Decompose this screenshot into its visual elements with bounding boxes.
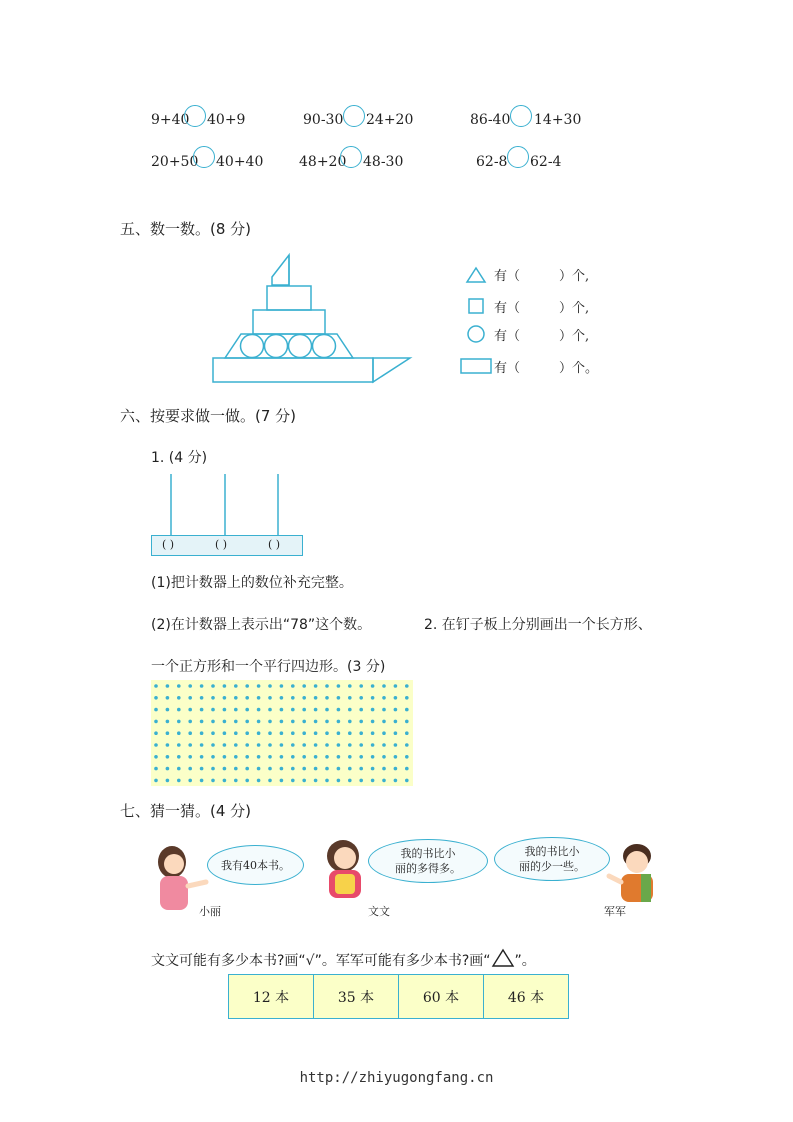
footer-url: http://zhiyugongfang.cn xyxy=(299,1070,494,1086)
peg-dot[interactable] xyxy=(302,708,306,712)
peg-dot[interactable] xyxy=(211,696,215,700)
peg-dot[interactable] xyxy=(177,743,181,747)
guess-question-end: ”。 xyxy=(514,953,536,969)
triangle-icon xyxy=(465,266,487,284)
bubble-text: 我的书比小 xyxy=(524,845,580,858)
peg-dot[interactable] xyxy=(234,720,238,724)
peg-dot[interactable] xyxy=(359,684,363,688)
peg-dot[interactable] xyxy=(257,767,261,771)
peg-dot[interactable] xyxy=(280,731,284,735)
peg-dot[interactable] xyxy=(325,779,329,783)
peg-dot[interactable] xyxy=(325,708,329,712)
speech-bubble xyxy=(368,839,488,883)
peg-dot[interactable] xyxy=(382,684,386,688)
peg-dot[interactable] xyxy=(359,731,363,735)
name-label: 军军 xyxy=(604,905,626,918)
peg-dot[interactable] xyxy=(302,696,306,700)
peg-dot[interactable] xyxy=(257,708,261,712)
peg-dot[interactable] xyxy=(382,731,386,735)
peg-dot[interactable] xyxy=(223,743,227,747)
speech-bubble xyxy=(207,845,304,885)
peg-dot[interactable] xyxy=(177,755,181,759)
peg-dot[interactable] xyxy=(325,720,329,724)
abacus-label[interactable]: ( ) xyxy=(162,538,175,551)
expr-right: 40+40 xyxy=(216,154,264,170)
peg-dot[interactable] xyxy=(268,779,272,783)
peg-dot[interactable] xyxy=(177,767,181,771)
peg-dot[interactable] xyxy=(280,755,284,759)
expr-left: 48+20 xyxy=(299,154,347,170)
expr-right: 48-30 xyxy=(363,154,404,170)
peg-dot[interactable] xyxy=(394,720,398,724)
peg-dot[interactable] xyxy=(223,708,227,712)
peg-dot[interactable] xyxy=(325,767,329,771)
bubble-text: 丽的少一些。 xyxy=(519,860,585,873)
peg-dot[interactable] xyxy=(394,779,398,783)
abacus-base xyxy=(151,535,303,556)
peg-dot[interactable] xyxy=(257,779,261,783)
section-title: 七、猜一猜。(4 分) xyxy=(120,802,252,820)
instruction-2: (2)在计数器上表示出“78”这个数。 xyxy=(151,617,372,633)
peg-dot[interactable] xyxy=(257,743,261,747)
peg-dot[interactable] xyxy=(405,755,409,759)
peg-dot[interactable] xyxy=(245,720,249,724)
expr-right: 24+20 xyxy=(366,112,414,128)
question-title: 1. (4 分) xyxy=(151,450,208,466)
peg-dot[interactable] xyxy=(223,720,227,724)
peg-dot[interactable] xyxy=(257,755,261,759)
peg-dot[interactable] xyxy=(245,767,249,771)
name-label: 小丽 xyxy=(199,905,221,918)
peg-dot[interactable] xyxy=(177,708,181,712)
option-cell[interactable]: 12 本 xyxy=(229,975,314,1019)
peg-dot[interactable] xyxy=(337,708,341,712)
peg-dot[interactable] xyxy=(234,684,238,688)
peg-dot[interactable] xyxy=(394,696,398,700)
answer-circle[interactable] xyxy=(193,146,215,168)
peg-dot[interactable] xyxy=(314,755,318,759)
peg-dot[interactable] xyxy=(200,743,204,747)
peg-dot[interactable] xyxy=(234,779,238,783)
answer-circle[interactable] xyxy=(340,146,362,168)
peg-dot[interactable] xyxy=(257,731,261,735)
peg-dot[interactable] xyxy=(394,767,398,771)
peg-dot[interactable] xyxy=(154,720,158,724)
peg-dot[interactable] xyxy=(405,743,409,747)
peg-dot[interactable] xyxy=(154,696,158,700)
peg-dot[interactable] xyxy=(188,684,192,688)
peg-dot[interactable] xyxy=(371,755,375,759)
peg-dot[interactable] xyxy=(223,767,227,771)
peg-dot[interactable] xyxy=(245,696,249,700)
peg-dot[interactable] xyxy=(371,731,375,735)
peg-dot[interactable] xyxy=(291,731,295,735)
peg-dot[interactable] xyxy=(177,720,181,724)
peg-dot[interactable] xyxy=(280,708,284,712)
peg-dot[interactable] xyxy=(291,720,295,724)
peg-dot[interactable] xyxy=(245,684,249,688)
option-cell[interactable]: 46 本 xyxy=(484,975,569,1019)
peg-dot[interactable] xyxy=(154,755,158,759)
peg-dot[interactable] xyxy=(166,696,170,700)
peg-dot[interactable] xyxy=(188,708,192,712)
peg-dot[interactable] xyxy=(268,684,272,688)
peg-dot[interactable] xyxy=(188,731,192,735)
peg-dot[interactable] xyxy=(394,731,398,735)
peg-dot[interactable] xyxy=(166,767,170,771)
triangle-icon xyxy=(491,948,515,968)
peg-dot[interactable] xyxy=(325,755,329,759)
peg-dot[interactable] xyxy=(200,755,204,759)
peg-dot[interactable] xyxy=(382,743,386,747)
peg-dot[interactable] xyxy=(359,708,363,712)
expr-left: 20+50 xyxy=(151,154,199,170)
peg-dot[interactable] xyxy=(234,708,238,712)
peg-dot[interactable] xyxy=(348,731,352,735)
peg-dot[interactable] xyxy=(382,767,386,771)
peg-dot[interactable] xyxy=(211,755,215,759)
peg-dot[interactable] xyxy=(394,755,398,759)
peg-dot[interactable] xyxy=(245,743,249,747)
peg-dot[interactable] xyxy=(166,684,170,688)
peg-dot[interactable] xyxy=(325,743,329,747)
peg-dot[interactable] xyxy=(200,767,204,771)
peg-dot[interactable] xyxy=(188,755,192,759)
peg-dot[interactable] xyxy=(337,767,341,771)
answer-circle[interactable] xyxy=(343,105,365,127)
peg-dot[interactable] xyxy=(348,779,352,783)
peg-board[interactable] xyxy=(151,680,413,786)
peg-dot[interactable] xyxy=(314,708,318,712)
peg-dot[interactable] xyxy=(291,755,295,759)
boat-figure xyxy=(205,250,420,386)
peg-dot[interactable] xyxy=(291,684,295,688)
peg-dot[interactable] xyxy=(154,779,158,783)
peg-dot[interactable] xyxy=(177,696,181,700)
peg-dot[interactable] xyxy=(211,743,215,747)
peg-dot[interactable] xyxy=(223,696,227,700)
peg-dot[interactable] xyxy=(200,708,204,712)
expr-left: 62-8 xyxy=(476,154,508,170)
peg-dot[interactable] xyxy=(405,708,409,712)
peg-dot[interactable] xyxy=(268,720,272,724)
peg-dot[interactable] xyxy=(302,684,306,688)
peg-dot[interactable] xyxy=(337,755,341,759)
peg-dot[interactable] xyxy=(211,708,215,712)
peg-dot[interactable] xyxy=(371,779,375,783)
peg-dot[interactable] xyxy=(348,767,352,771)
question-2-line1: 2. 在钉子板上分别画出一个长方形、 xyxy=(424,617,652,633)
peg-dot[interactable] xyxy=(302,743,306,747)
expr-left: 90-30 xyxy=(303,112,344,128)
peg-dot[interactable] xyxy=(394,684,398,688)
peg-dot[interactable] xyxy=(268,755,272,759)
peg-dot[interactable] xyxy=(359,779,363,783)
peg-dot[interactable] xyxy=(280,720,284,724)
peg-dot[interactable] xyxy=(257,696,261,700)
peg-dot[interactable] xyxy=(291,743,295,747)
section-title: 五、数一数。(8 分) xyxy=(120,220,252,238)
peg-dot[interactable] xyxy=(245,708,249,712)
peg-dot[interactable] xyxy=(291,779,295,783)
peg-dot[interactable] xyxy=(234,696,238,700)
peg-dot[interactable] xyxy=(371,696,375,700)
peg-dot[interactable] xyxy=(154,767,158,771)
peg-dot[interactable] xyxy=(166,731,170,735)
guess-question-text: 文文可能有多少本书?画“√”。军军可能有多少本书?画“ xyxy=(151,953,491,969)
peg-dot[interactable] xyxy=(234,731,238,735)
peg-dot[interactable] xyxy=(268,708,272,712)
peg-dot[interactable] xyxy=(280,767,284,771)
peg-dot[interactable] xyxy=(223,731,227,735)
peg-dot[interactable] xyxy=(200,731,204,735)
peg-dot[interactable] xyxy=(337,720,341,724)
peg-dot[interactable] xyxy=(268,743,272,747)
peg-dot[interactable] xyxy=(211,731,215,735)
peg-dot[interactable] xyxy=(280,684,284,688)
peg-dot[interactable] xyxy=(348,684,352,688)
peg-dot[interactable] xyxy=(337,696,341,700)
expr-left: 86-40 xyxy=(470,112,511,128)
peg-dot[interactable] xyxy=(382,708,386,712)
peg-dot[interactable] xyxy=(405,731,409,735)
count-circle: 有（ ）个, xyxy=(494,329,590,344)
peg-dot[interactable] xyxy=(348,708,352,712)
expr-right: 40+9 xyxy=(207,112,246,128)
peg-dot[interactable] xyxy=(177,731,181,735)
peg-dot[interactable] xyxy=(291,708,295,712)
peg-dot[interactable] xyxy=(302,779,306,783)
peg-dot[interactable] xyxy=(223,684,227,688)
peg-dot[interactable] xyxy=(154,743,158,747)
peg-dot[interactable] xyxy=(280,696,284,700)
rectangle-icon xyxy=(459,357,493,375)
peg-dot[interactable] xyxy=(223,779,227,783)
options-table xyxy=(228,974,569,1019)
peg-dot[interactable] xyxy=(371,767,375,771)
peg-dot[interactable] xyxy=(177,684,181,688)
peg-dot[interactable] xyxy=(382,720,386,724)
peg-dot[interactable] xyxy=(211,720,215,724)
peg-dot[interactable] xyxy=(257,684,261,688)
answer-circle[interactable] xyxy=(507,146,529,168)
peg-dot[interactable] xyxy=(314,743,318,747)
peg-dot[interactable] xyxy=(166,720,170,724)
peg-dot[interactable] xyxy=(188,767,192,771)
peg-dot[interactable] xyxy=(405,684,409,688)
option-cell[interactable]: 35 本 xyxy=(314,975,399,1019)
peg-dot[interactable] xyxy=(359,755,363,759)
peg-dot[interactable] xyxy=(188,696,192,700)
peg-dot[interactable] xyxy=(302,720,306,724)
peg-dot[interactable] xyxy=(348,720,352,724)
peg-dot[interactable] xyxy=(245,779,249,783)
peg-dot[interactable] xyxy=(371,684,375,688)
peg-dot[interactable] xyxy=(200,779,204,783)
peg-dot[interactable] xyxy=(280,743,284,747)
peg-dot[interactable] xyxy=(154,708,158,712)
peg-dot[interactable] xyxy=(337,779,341,783)
peg-dot[interactable] xyxy=(154,731,158,735)
peg-dot[interactable] xyxy=(337,743,341,747)
peg-dot[interactable] xyxy=(280,779,284,783)
bubble-text: 我有40本书。 xyxy=(221,859,290,872)
peg-dot[interactable] xyxy=(257,720,261,724)
square-icon xyxy=(467,297,485,315)
question-2-line2: 一个正方形和一个平行四边形。(3 分) xyxy=(151,659,386,675)
peg-dot[interactable] xyxy=(166,708,170,712)
answer-circle[interactable] xyxy=(184,105,206,127)
peg-dot[interactable] xyxy=(348,696,352,700)
peg-dot[interactable] xyxy=(188,743,192,747)
peg-dot[interactable] xyxy=(405,779,409,783)
girl-figure xyxy=(315,836,375,902)
expr-right: 14+30 xyxy=(534,112,582,128)
bubble-text: 我的书比小 xyxy=(400,847,456,860)
peg-dot[interactable] xyxy=(325,731,329,735)
peg-dot[interactable] xyxy=(394,708,398,712)
peg-dot[interactable] xyxy=(405,720,409,724)
peg-dot[interactable] xyxy=(359,743,363,747)
peg-dot[interactable] xyxy=(302,755,306,759)
peg-dot[interactable] xyxy=(325,684,329,688)
peg-dot[interactable] xyxy=(348,743,352,747)
peg-dot[interactable] xyxy=(211,684,215,688)
expr-right: 62-4 xyxy=(530,154,562,170)
peg-dot[interactable] xyxy=(200,684,204,688)
peg-dot[interactable] xyxy=(405,767,409,771)
peg-dot[interactable] xyxy=(291,696,295,700)
peg-dot[interactable] xyxy=(371,708,375,712)
peg-dot[interactable] xyxy=(302,731,306,735)
peg-dot[interactable] xyxy=(359,767,363,771)
peg-dot[interactable] xyxy=(359,696,363,700)
option-cell[interactable]: 60 本 xyxy=(399,975,484,1019)
count-square: 有（ ）个, xyxy=(494,301,590,316)
boy-figure xyxy=(605,840,669,906)
peg-dot[interactable] xyxy=(234,743,238,747)
peg-dot[interactable] xyxy=(234,767,238,771)
peg-dot[interactable] xyxy=(394,743,398,747)
peg-dot[interactable] xyxy=(314,696,318,700)
abacus-label[interactable]: ( ) xyxy=(268,538,281,551)
peg-dot[interactable] xyxy=(337,684,341,688)
peg-dot[interactable] xyxy=(291,767,295,771)
abacus-label[interactable]: ( ) xyxy=(215,538,228,551)
guess-question xyxy=(151,948,536,970)
peg-dot[interactable] xyxy=(314,684,318,688)
expr-left: 9+40 xyxy=(151,112,190,128)
peg-dot[interactable] xyxy=(188,779,192,783)
peg-dot[interactable] xyxy=(154,684,158,688)
peg-dot[interactable] xyxy=(211,767,215,771)
peg-dot[interactable] xyxy=(268,696,272,700)
peg-dot[interactable] xyxy=(200,720,204,724)
peg-dot[interactable] xyxy=(359,720,363,724)
peg-dot[interactable] xyxy=(268,731,272,735)
peg-dot[interactable] xyxy=(268,767,272,771)
section-title: 六、按要求做一做。(7 分) xyxy=(120,407,297,425)
count-rectangle: 有（ ）个。 xyxy=(494,361,599,376)
peg-dot[interactable] xyxy=(245,755,249,759)
peg-dot[interactable] xyxy=(245,731,249,735)
peg-dot[interactable] xyxy=(223,755,227,759)
peg-dot[interactable] xyxy=(314,720,318,724)
peg-dot[interactable] xyxy=(314,767,318,771)
circle-icon xyxy=(466,324,486,344)
peg-dot[interactable] xyxy=(188,720,192,724)
peg-dot[interactable] xyxy=(382,696,386,700)
instruction-1: (1)把计数器上的数位补充完整。 xyxy=(151,575,353,591)
bubble-text: 丽的多得多。 xyxy=(395,862,461,875)
peg-dot[interactable] xyxy=(166,779,170,783)
speech-bubble xyxy=(494,837,610,881)
peg-dot[interactable] xyxy=(371,720,375,724)
peg-dot[interactable] xyxy=(382,755,386,759)
peg-dot[interactable] xyxy=(314,779,318,783)
peg-dot[interactable] xyxy=(302,767,306,771)
peg-dot[interactable] xyxy=(177,779,181,783)
peg-dot[interactable] xyxy=(314,731,318,735)
peg-dot[interactable] xyxy=(325,696,329,700)
peg-dot[interactable] xyxy=(211,779,215,783)
peg-dot[interactable] xyxy=(348,755,352,759)
name-label: 文文 xyxy=(368,905,390,918)
peg-dot[interactable] xyxy=(405,696,409,700)
peg-dot[interactable] xyxy=(382,779,386,783)
peg-dot[interactable] xyxy=(200,696,204,700)
peg-dot[interactable] xyxy=(371,743,375,747)
peg-dot[interactable] xyxy=(337,731,341,735)
peg-dot[interactable] xyxy=(234,755,238,759)
count-triangle: 有（ ）个, xyxy=(494,269,590,284)
peg-dot[interactable] xyxy=(166,743,170,747)
peg-dot[interactable] xyxy=(166,755,170,759)
answer-circle[interactable] xyxy=(510,105,532,127)
